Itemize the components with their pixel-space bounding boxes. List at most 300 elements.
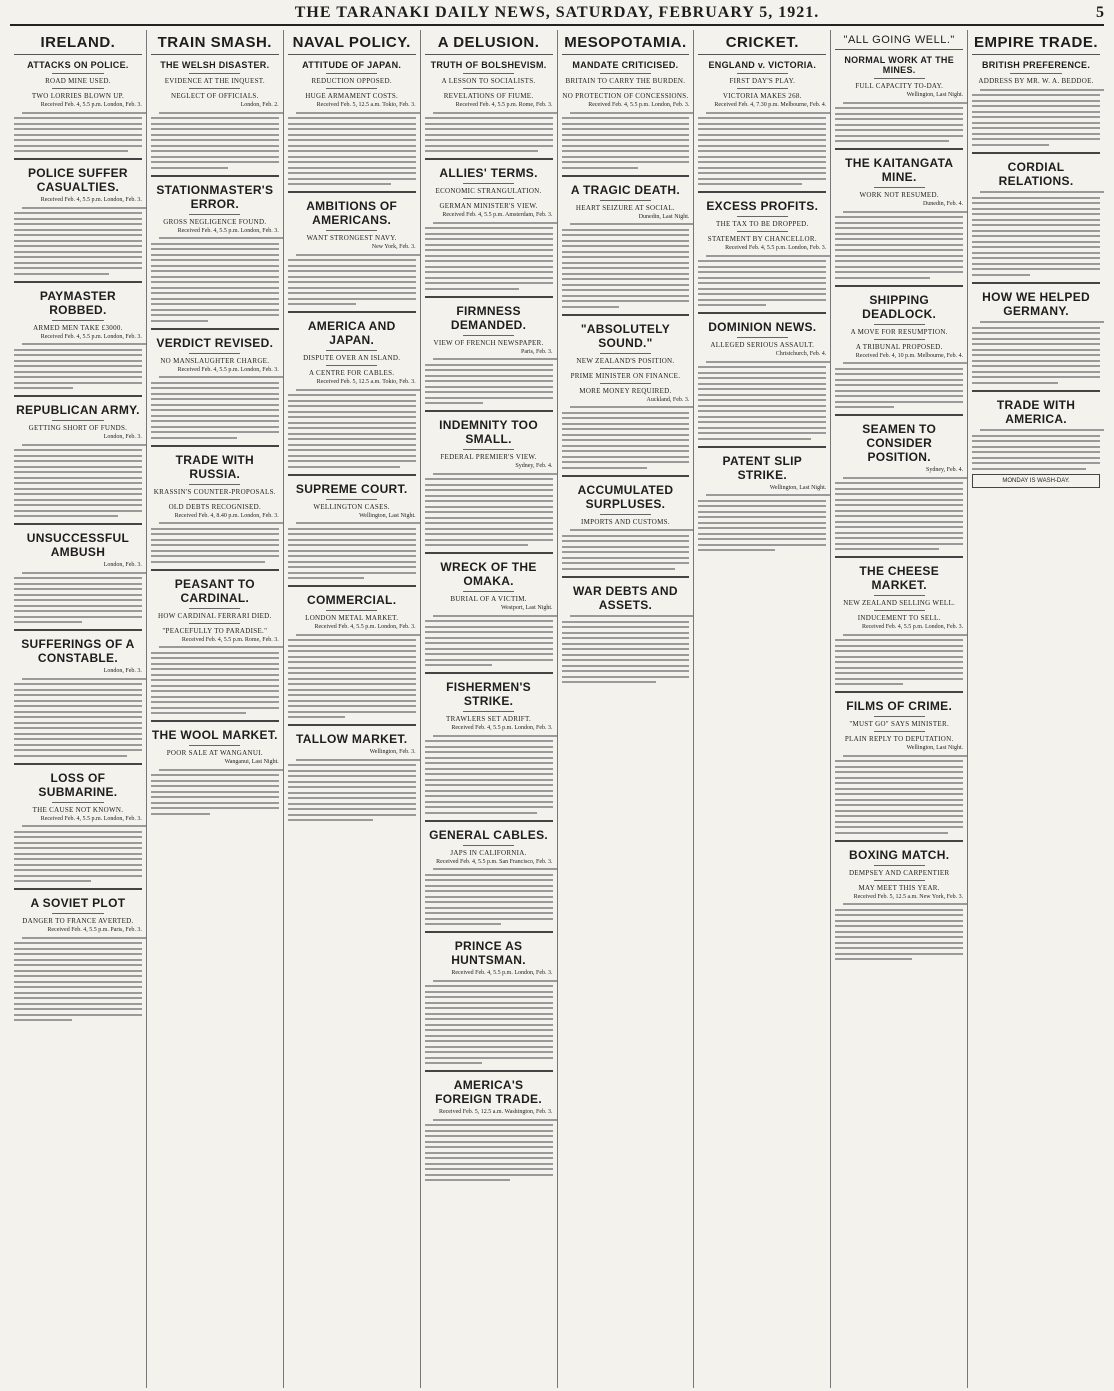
text-line <box>562 568 676 570</box>
text-line <box>562 284 690 286</box>
text-line <box>288 786 416 788</box>
article-subheadline: LONDON METAL MARKET. <box>305 614 399 622</box>
subhead-rule <box>189 88 240 89</box>
article-headline: FILMS OF CRIME. <box>846 699 953 713</box>
text-line <box>14 234 142 236</box>
article-dateline: Christchurch, Feb. 4. <box>775 351 827 357</box>
section-divider <box>151 720 279 722</box>
article-dateline: Received Feb. 4, 5.5 p.m. Rome, Feb. 3. <box>181 636 279 643</box>
text-line <box>425 751 553 753</box>
text-line <box>570 112 695 114</box>
text-line <box>14 482 142 484</box>
article-body <box>835 634 963 686</box>
article-dateline: Received Feb. 4, 5.5 p.m. London, Feb. 3. <box>451 725 553 731</box>
article-subheadline: POOR SALE AT WANGANUI. <box>166 749 263 757</box>
columns-container <box>10 30 1104 1388</box>
text-line <box>151 145 279 147</box>
text-line <box>698 416 826 418</box>
text-line <box>706 255 831 257</box>
article-headline: TALLOW MARKET. <box>296 732 408 746</box>
text-line <box>425 642 553 644</box>
text-line <box>698 394 826 396</box>
article-subheadline: OLD DEBTS RECOGNISED. <box>168 502 262 511</box>
section-divider <box>835 285 963 287</box>
text-line <box>835 277 930 279</box>
text-line <box>425 985 553 987</box>
text-line <box>425 653 553 655</box>
text-line <box>562 434 690 436</box>
article-subheadline: NEW ZEALAND SELLING WELL. <box>843 599 956 607</box>
article-dateline: Received Feb. 5, 12.5 a.m. Tokio, Feb. 3. <box>316 102 416 108</box>
text-line <box>288 700 416 702</box>
text-line <box>835 804 963 806</box>
text-line <box>288 808 416 810</box>
text-line <box>14 959 142 961</box>
text-line <box>835 953 963 955</box>
text-line <box>562 551 690 553</box>
article-body <box>14 825 142 882</box>
text-line <box>980 429 1104 431</box>
text-line <box>972 376 1100 378</box>
article-subheadline: NO MANSLAUGHTER CHARGE. <box>160 356 270 365</box>
subhead-rule <box>463 88 514 89</box>
text-line <box>425 1152 553 1154</box>
text-line <box>562 262 690 264</box>
article-body <box>698 361 826 440</box>
text-line <box>14 836 142 838</box>
text-line <box>835 260 963 262</box>
section-divider <box>14 158 142 160</box>
article-body <box>151 376 279 439</box>
text-line <box>972 213 1100 215</box>
text-line <box>288 639 416 641</box>
text-line <box>570 529 695 531</box>
text-line <box>151 420 279 422</box>
text-line <box>288 764 416 766</box>
text-line <box>14 493 142 495</box>
text-line <box>288 292 416 294</box>
text-line <box>835 942 963 944</box>
article-subheadline: DISPUTE OVER AN ISLAND. <box>303 354 401 362</box>
subhead-rule <box>463 198 514 199</box>
text-line <box>698 438 811 440</box>
text-line <box>562 295 690 297</box>
text-line <box>425 369 553 371</box>
text-line <box>159 376 284 378</box>
text-line <box>425 478 553 480</box>
article-body <box>14 112 142 153</box>
section-divider <box>425 158 553 160</box>
text-line <box>288 117 416 119</box>
article-body <box>425 358 553 404</box>
article-headline: AMBITIONS OF AMERICANS. <box>306 199 398 227</box>
text-line <box>562 546 690 548</box>
text-line <box>835 799 963 801</box>
column-headline: EMPIRE TRADE. <box>972 30 1100 55</box>
text-line <box>562 621 690 623</box>
text-line <box>14 711 142 713</box>
text-line <box>151 544 279 546</box>
text-line <box>972 235 1100 237</box>
text-line <box>14 145 142 147</box>
text-line <box>288 411 416 413</box>
text-line <box>288 167 416 169</box>
article-body <box>972 429 1100 470</box>
text-line <box>698 410 826 412</box>
article-dateline: Wellington, Last Night. <box>906 92 964 98</box>
text-line <box>562 117 690 119</box>
text-line <box>22 444 147 446</box>
text-line <box>14 515 118 517</box>
article-subheadline: VICTORIA MAKES 268. <box>722 92 802 100</box>
text-line <box>562 240 690 242</box>
text-line <box>151 555 279 557</box>
article-subheadline: HUGE ARMAMENT COSTS. <box>305 92 399 100</box>
text-line <box>425 380 553 382</box>
section-divider <box>972 282 1100 284</box>
text-line <box>972 246 1100 248</box>
text-line <box>425 506 553 508</box>
article-body <box>835 903 963 960</box>
text-line <box>698 156 826 158</box>
text-line <box>835 271 963 273</box>
text-line <box>14 605 142 607</box>
text-line <box>835 526 963 528</box>
article-dateline: Auckland, Feb. 3. <box>646 396 690 403</box>
text-line <box>425 874 553 876</box>
subhead-rule <box>600 353 651 354</box>
text-line <box>835 493 963 495</box>
text-line <box>425 244 553 246</box>
text-line <box>835 683 903 685</box>
text-line <box>835 129 963 131</box>
article-headline: BRITISH PREFERENCE. <box>981 60 1091 70</box>
text-line <box>14 997 142 999</box>
text-line <box>698 139 826 141</box>
text-line <box>151 707 279 709</box>
text-line <box>14 727 142 729</box>
text-line <box>835 925 963 927</box>
article-dateline: New York, Feb. 3. <box>371 244 416 250</box>
article-subheadline: A LESSON TO SOCIALISTS. <box>441 77 536 85</box>
subhead-rule <box>737 231 788 232</box>
text-line <box>425 533 553 535</box>
article-dateline: Paris, Feb. 3. <box>521 348 553 355</box>
text-line <box>562 632 690 634</box>
text-line <box>14 150 128 152</box>
text-line <box>562 139 690 141</box>
subhead-rule <box>874 731 925 732</box>
text-line <box>151 712 246 714</box>
text-line <box>288 466 401 468</box>
article-subheadline: VIEW OF FRENCH NEWSPAPER. <box>433 338 544 347</box>
article-headline: DOMINION NEWS. <box>708 320 817 334</box>
subhead-rule <box>326 610 377 611</box>
article-subheadline: INDUCEMENT TO SELL. <box>857 614 941 622</box>
text-line <box>151 270 279 272</box>
article-body <box>288 112 416 186</box>
text-line <box>562 234 690 236</box>
text-line <box>425 123 553 125</box>
article-dateline: Sydney, Feb. 4. <box>515 463 553 469</box>
article-subheadline: FULL CAPACITY TO-DAY. <box>855 82 944 90</box>
text-line <box>14 694 142 696</box>
text-line <box>835 810 963 812</box>
section-divider <box>14 629 142 631</box>
column-1 <box>10 30 147 1388</box>
section-divider <box>151 569 279 571</box>
text-line <box>425 495 553 497</box>
text-line <box>835 499 963 501</box>
text-line <box>151 259 279 261</box>
text-line <box>14 504 142 506</box>
text-line <box>562 637 690 639</box>
text-line <box>151 679 279 681</box>
article-dateline: Westport, Last Night. <box>500 605 553 611</box>
text-line <box>159 112 284 114</box>
text-line <box>14 365 142 367</box>
subhead-rule <box>326 350 377 351</box>
article-dateline: Received Feb. 4, 5.5 p.m. London, Feb. 3. <box>177 227 279 234</box>
text-line <box>14 616 142 618</box>
text-line <box>425 288 520 290</box>
article-body <box>14 444 142 518</box>
text-line <box>14 705 142 707</box>
text-line <box>288 427 416 429</box>
article-body <box>14 343 142 389</box>
text-line <box>151 409 279 411</box>
text-line <box>433 222 558 224</box>
text-line <box>151 663 279 665</box>
article-subheadline: DANGER TO FRANCE AVERTED. <box>22 917 134 925</box>
text-line <box>562 665 690 667</box>
text-line <box>972 138 1100 140</box>
text-line <box>425 762 553 764</box>
text-line <box>562 626 690 628</box>
text-line <box>972 268 1100 270</box>
text-line <box>14 471 142 473</box>
subhead-rule <box>52 913 103 914</box>
article-body <box>562 529 690 570</box>
text-line <box>562 681 657 683</box>
text-line <box>151 123 279 125</box>
text-line <box>288 572 416 574</box>
text-line <box>288 123 416 125</box>
article-subheadline: FEDERAL PREMIER'S VIEW. <box>440 453 537 461</box>
text-line <box>14 953 142 955</box>
text-line <box>835 406 894 408</box>
article-headline: TRUTH OF BOLSHEVISM. <box>430 60 547 70</box>
text-line <box>425 1007 553 1009</box>
article-subheadline: THE CAUSE NOT KNOWN. <box>32 805 124 814</box>
text-line <box>14 722 142 724</box>
article-headline: ENGLAND v. VICTORIA. <box>708 60 817 70</box>
text-line <box>288 814 416 816</box>
text-line <box>151 813 210 815</box>
text-line <box>288 287 416 289</box>
text-line <box>698 377 826 379</box>
text-line <box>425 227 553 229</box>
text-line <box>843 903 968 905</box>
article-body <box>698 112 826 186</box>
text-line <box>835 395 963 397</box>
article-body <box>425 980 553 1065</box>
text-line <box>151 796 279 798</box>
text-line <box>288 803 416 805</box>
text-line <box>698 299 826 301</box>
article-headline: VERDICT REVISED. <box>156 335 274 350</box>
article-body <box>972 191 1100 276</box>
column-headline: A DELUSION. <box>425 30 553 55</box>
text-line <box>562 289 690 291</box>
article-headline: WRECK OF THE OMAKA. <box>440 560 537 588</box>
text-line <box>425 1157 553 1159</box>
text-line <box>698 150 826 152</box>
text-line <box>288 259 416 261</box>
text-line <box>972 133 1100 135</box>
text-line <box>288 566 416 568</box>
text-line <box>425 991 553 993</box>
article-body <box>835 477 963 551</box>
text-line <box>22 207 147 209</box>
text-line <box>433 473 558 475</box>
article-dateline: Received Feb. 4, 5.5 p.m. Rome, Feb. 3. <box>455 102 553 108</box>
text-line <box>151 156 279 158</box>
text-line <box>972 371 1100 373</box>
article-subheadline: REVELATIONS OF FIUME. <box>443 92 534 100</box>
text-line <box>835 532 963 534</box>
text-line <box>425 664 493 666</box>
text-line <box>425 659 553 661</box>
article-body <box>562 615 690 683</box>
text-line <box>433 980 558 982</box>
text-line <box>698 172 826 174</box>
text-line <box>14 128 142 130</box>
text-line <box>562 654 690 656</box>
text-line <box>14 455 142 457</box>
text-line <box>288 400 416 402</box>
subhead-rule <box>463 449 514 450</box>
text-line <box>151 298 279 300</box>
text-line <box>151 161 279 163</box>
text-line <box>835 920 963 922</box>
article-body <box>14 937 142 1022</box>
text-line <box>296 759 421 761</box>
text-line <box>698 366 826 368</box>
text-line <box>562 445 690 447</box>
text-line <box>151 791 279 793</box>
subhead-rule <box>600 368 651 369</box>
text-line <box>835 216 963 218</box>
article-headline: THE WOOL MARKET. <box>151 728 278 742</box>
article-body <box>288 759 416 822</box>
subhead-rule <box>463 591 514 592</box>
article-headline: REPUBLICAN ARMY. <box>16 403 140 417</box>
text-line <box>562 150 690 152</box>
subhead-rule <box>189 623 240 624</box>
text-line <box>296 112 421 114</box>
text-line <box>843 211 968 213</box>
text-line <box>433 1119 558 1121</box>
text-line <box>425 128 553 130</box>
text-line <box>425 801 553 803</box>
text-line <box>151 248 279 250</box>
text-line <box>562 557 690 559</box>
text-line <box>562 145 690 147</box>
text-line <box>425 1174 553 1176</box>
text-line <box>972 274 1030 276</box>
text-line <box>433 735 558 737</box>
text-line <box>425 631 553 633</box>
section-divider <box>562 175 690 177</box>
text-line <box>151 431 279 433</box>
column-3 <box>284 30 421 1388</box>
text-line <box>698 288 826 290</box>
text-line <box>425 255 553 257</box>
text-line <box>562 134 690 136</box>
text-line <box>698 260 826 262</box>
text-line <box>14 986 142 988</box>
text-line <box>835 390 963 392</box>
text-line <box>972 451 1100 453</box>
text-line <box>972 111 1100 113</box>
article-body <box>562 406 690 469</box>
article-subheadline: "PEACEFULLY TO PARADISE." <box>162 626 268 635</box>
text-line <box>425 1124 553 1126</box>
text-line <box>151 426 279 428</box>
text-line <box>288 792 416 794</box>
text-line <box>698 522 826 524</box>
section-divider <box>562 475 690 477</box>
subhead-rule <box>874 339 925 340</box>
article-subheadline: MAY MEET THIS YEAR. <box>858 883 940 892</box>
article-dateline: Wellington, Feb. 3. <box>369 749 416 755</box>
section-divider <box>288 474 416 476</box>
article-subheadline: A MOVE FOR RESUMPTION. <box>850 327 948 336</box>
text-line <box>835 124 963 126</box>
text-line <box>835 788 963 790</box>
article-headline: THE KAITANGATA MINE. <box>845 156 954 184</box>
text-line <box>151 287 279 289</box>
text-line <box>14 229 142 231</box>
subhead-rule <box>52 420 103 421</box>
article-subheadline: BURIAL OF A VICTIM. <box>450 595 527 603</box>
article-subheadline: JAPS IN CALIFORNIA. <box>450 848 527 857</box>
article-subheadline: HOW CARDINAL FERRARI DIED. <box>158 611 272 620</box>
text-line <box>14 749 142 751</box>
text-line <box>288 656 416 658</box>
text-line <box>425 238 553 240</box>
article-dateline: Received Feb. 4, 5.5 p.m. London, Feb. 3. <box>588 102 690 108</box>
text-line <box>425 260 553 262</box>
text-line <box>425 768 553 770</box>
text-line <box>698 432 826 434</box>
text-line <box>288 183 392 185</box>
text-line <box>425 1163 553 1165</box>
subhead-rule <box>874 610 925 611</box>
text-line <box>288 438 416 440</box>
section-divider <box>14 888 142 890</box>
article-body <box>288 634 416 719</box>
text-line <box>425 539 553 541</box>
subhead-rule <box>463 711 514 712</box>
text-line <box>288 694 416 696</box>
article-dateline: London, Feb. 3. <box>103 562 142 568</box>
text-line <box>835 107 963 109</box>
column-2 <box>147 30 284 1388</box>
text-line <box>151 561 265 563</box>
text-line <box>835 521 963 523</box>
